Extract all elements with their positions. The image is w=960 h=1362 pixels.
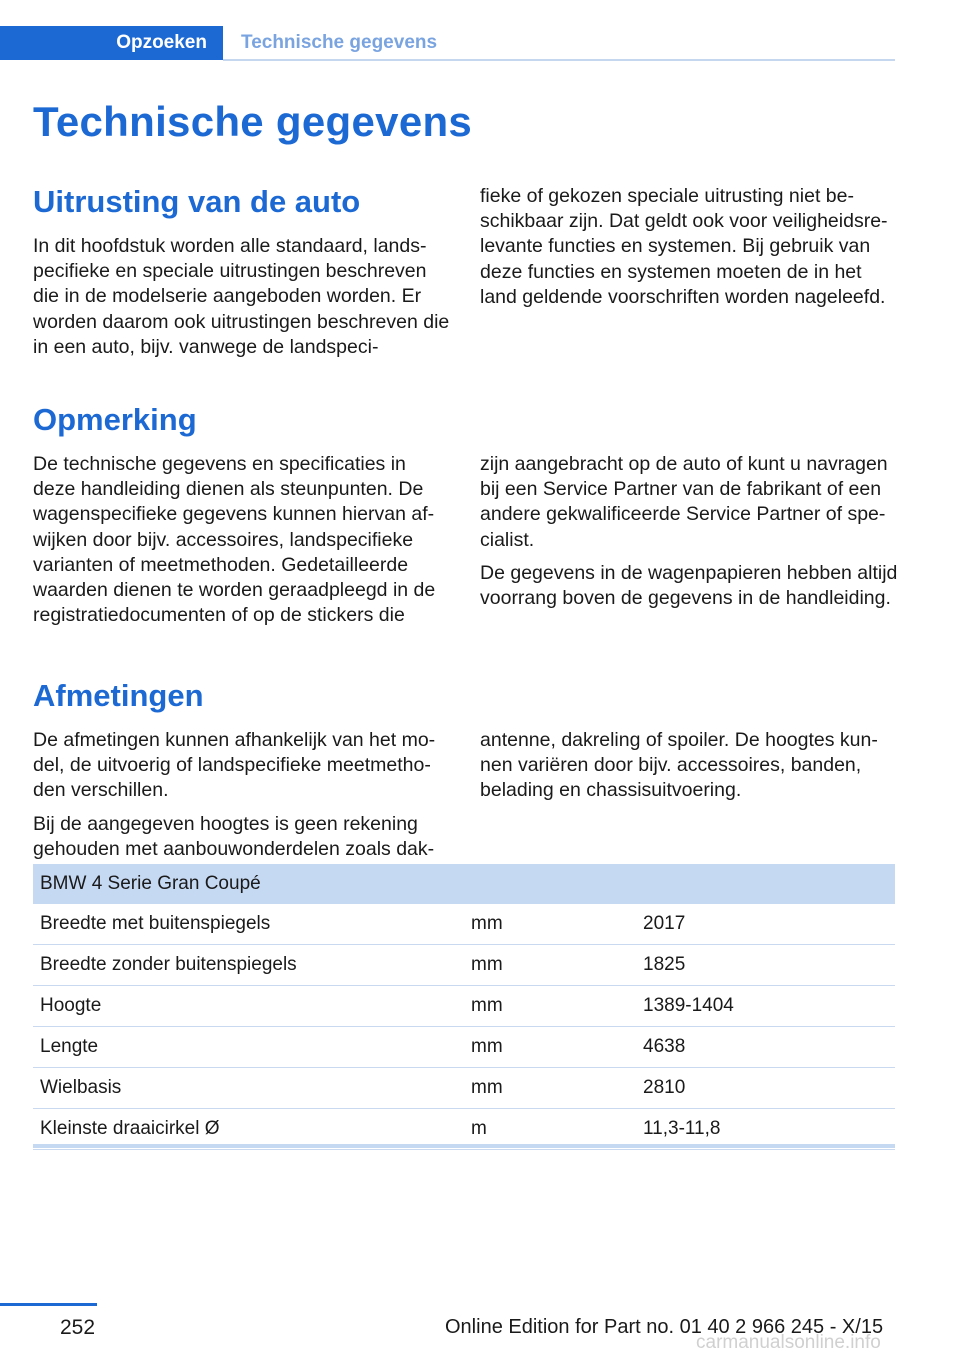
row-value: 11,3-11,8 <box>636 1109 895 1150</box>
row-value: 2810 <box>636 1068 895 1109</box>
row-unit: m <box>464 1109 636 1150</box>
afmetingen-left-column <box>33 728 451 870</box>
uitrusting-right-column <box>480 184 898 318</box>
table-row <box>33 1068 895 1109</box>
table-title: BMW 4 Serie Gran Coupé <box>33 864 895 904</box>
dimensions-table <box>33 864 895 1150</box>
row-value: 1825 <box>636 945 895 986</box>
row-unit: mm <box>464 1068 636 1109</box>
paragraph: zijn aangebracht op de auto of kunt u navragen bij een Service Partner van de fabrikant of een andere gekwalificeerde Service Partner of specialist. <box>480 453 888 551</box>
row-label: Wielbasis <box>33 1068 464 1109</box>
paragraph: De afmetingen kunnen afhankelijk van het model, de uitvoerig of landspecifieke meetmethoden verschillen. <box>33 729 436 802</box>
row-label: Breedte zonder buitenspiegels <box>33 945 464 986</box>
row-value: 4638 <box>636 1027 895 1068</box>
paragraph: In dit hoofdstuk worden alle standaard, landspecifieke en speciale uitrustingen beschreven die in de modelserie aangeboden worden. Er worden daarom ook uitrustingen beschreven die in een auto, bijv. vanwege de landspeci- <box>33 235 450 358</box>
table-row <box>33 945 895 986</box>
paragraph: antenne, dakreling of spoiler. De hoogtes kunnen variëren door bijv. accessoires, banden, belading en chassisuitvoering. <box>480 729 878 802</box>
row-unit: mm <box>464 945 636 986</box>
row-label: Lengte <box>33 1027 464 1068</box>
table-header-row <box>33 864 895 904</box>
table-row <box>33 1027 895 1068</box>
table-row <box>33 986 895 1027</box>
row-label: Breedte met buitenspiegels <box>33 904 464 945</box>
row-label: Kleinste draaicirkel Ø <box>33 1109 464 1150</box>
row-value: 2017 <box>636 904 895 945</box>
row-unit: mm <box>464 904 636 945</box>
watermark: carmanualsonline.info <box>696 1332 881 1353</box>
paragraph: Bij de aangegeven hoogtes is geen rekening gehouden met aanbouwonderdelen zoals dak- <box>33 812 435 860</box>
section-heading-uitrusting: Uitrusting van de auto <box>33 184 361 219</box>
page-title: Technische gegevens <box>33 98 473 145</box>
breadcrumb[interactable]: Technische gegevens <box>241 32 438 53</box>
tab-opzoeken[interactable]: Opzoeken <box>0 26 223 60</box>
table-row <box>33 904 895 945</box>
afmetingen-right-column <box>480 728 898 812</box>
opmerking-right-column <box>480 452 898 619</box>
paragraph: fieke of gekozen speciale uitrusting niet beschikbaar zijn. Dat geldt ook voor veiligheidsrelevante functies en systemen. Bij gebruik van deze functies en systemen moeten de in het land geldende voorschriften worden nageleefd. <box>480 185 888 308</box>
row-unit: mm <box>464 1027 636 1068</box>
page-number: 252 <box>60 1316 96 1339</box>
row-unit: mm <box>464 986 636 1027</box>
edition-text: Online Edition for Part no. 01 40 2 966 245 - X/15 <box>445 1316 884 1338</box>
top-navigation <box>0 26 895 62</box>
header-rule <box>223 59 895 61</box>
section-heading-afmetingen: Afmetingen <box>33 678 204 713</box>
uitrusting-left-column <box>33 234 451 368</box>
row-value: 1389-1404 <box>636 986 895 1027</box>
row-label: Hoogte <box>33 986 464 1027</box>
opmerking-left-column <box>33 452 451 636</box>
section-heading-opmerking: Opmerking <box>33 402 197 437</box>
table-bottom-bar <box>33 1144 895 1148</box>
footer-rule <box>0 1303 97 1306</box>
paragraph: De gegevens in de wagenpapieren hebben altijd voorrang boven de gegevens in de handleiding. <box>480 561 898 610</box>
paragraph: De technische gegevens en specificaties in deze handleiding dienen als steunpunten. De wagenspecifieke gegevens kunnen hiervan afwijken door bijv. accessoires, landspecifieke varianten of meetmethoden. Gedetailleerde waarden dienen te worden geraadpleegd in de registratiedocumenten of op de stickers die <box>33 453 436 627</box>
